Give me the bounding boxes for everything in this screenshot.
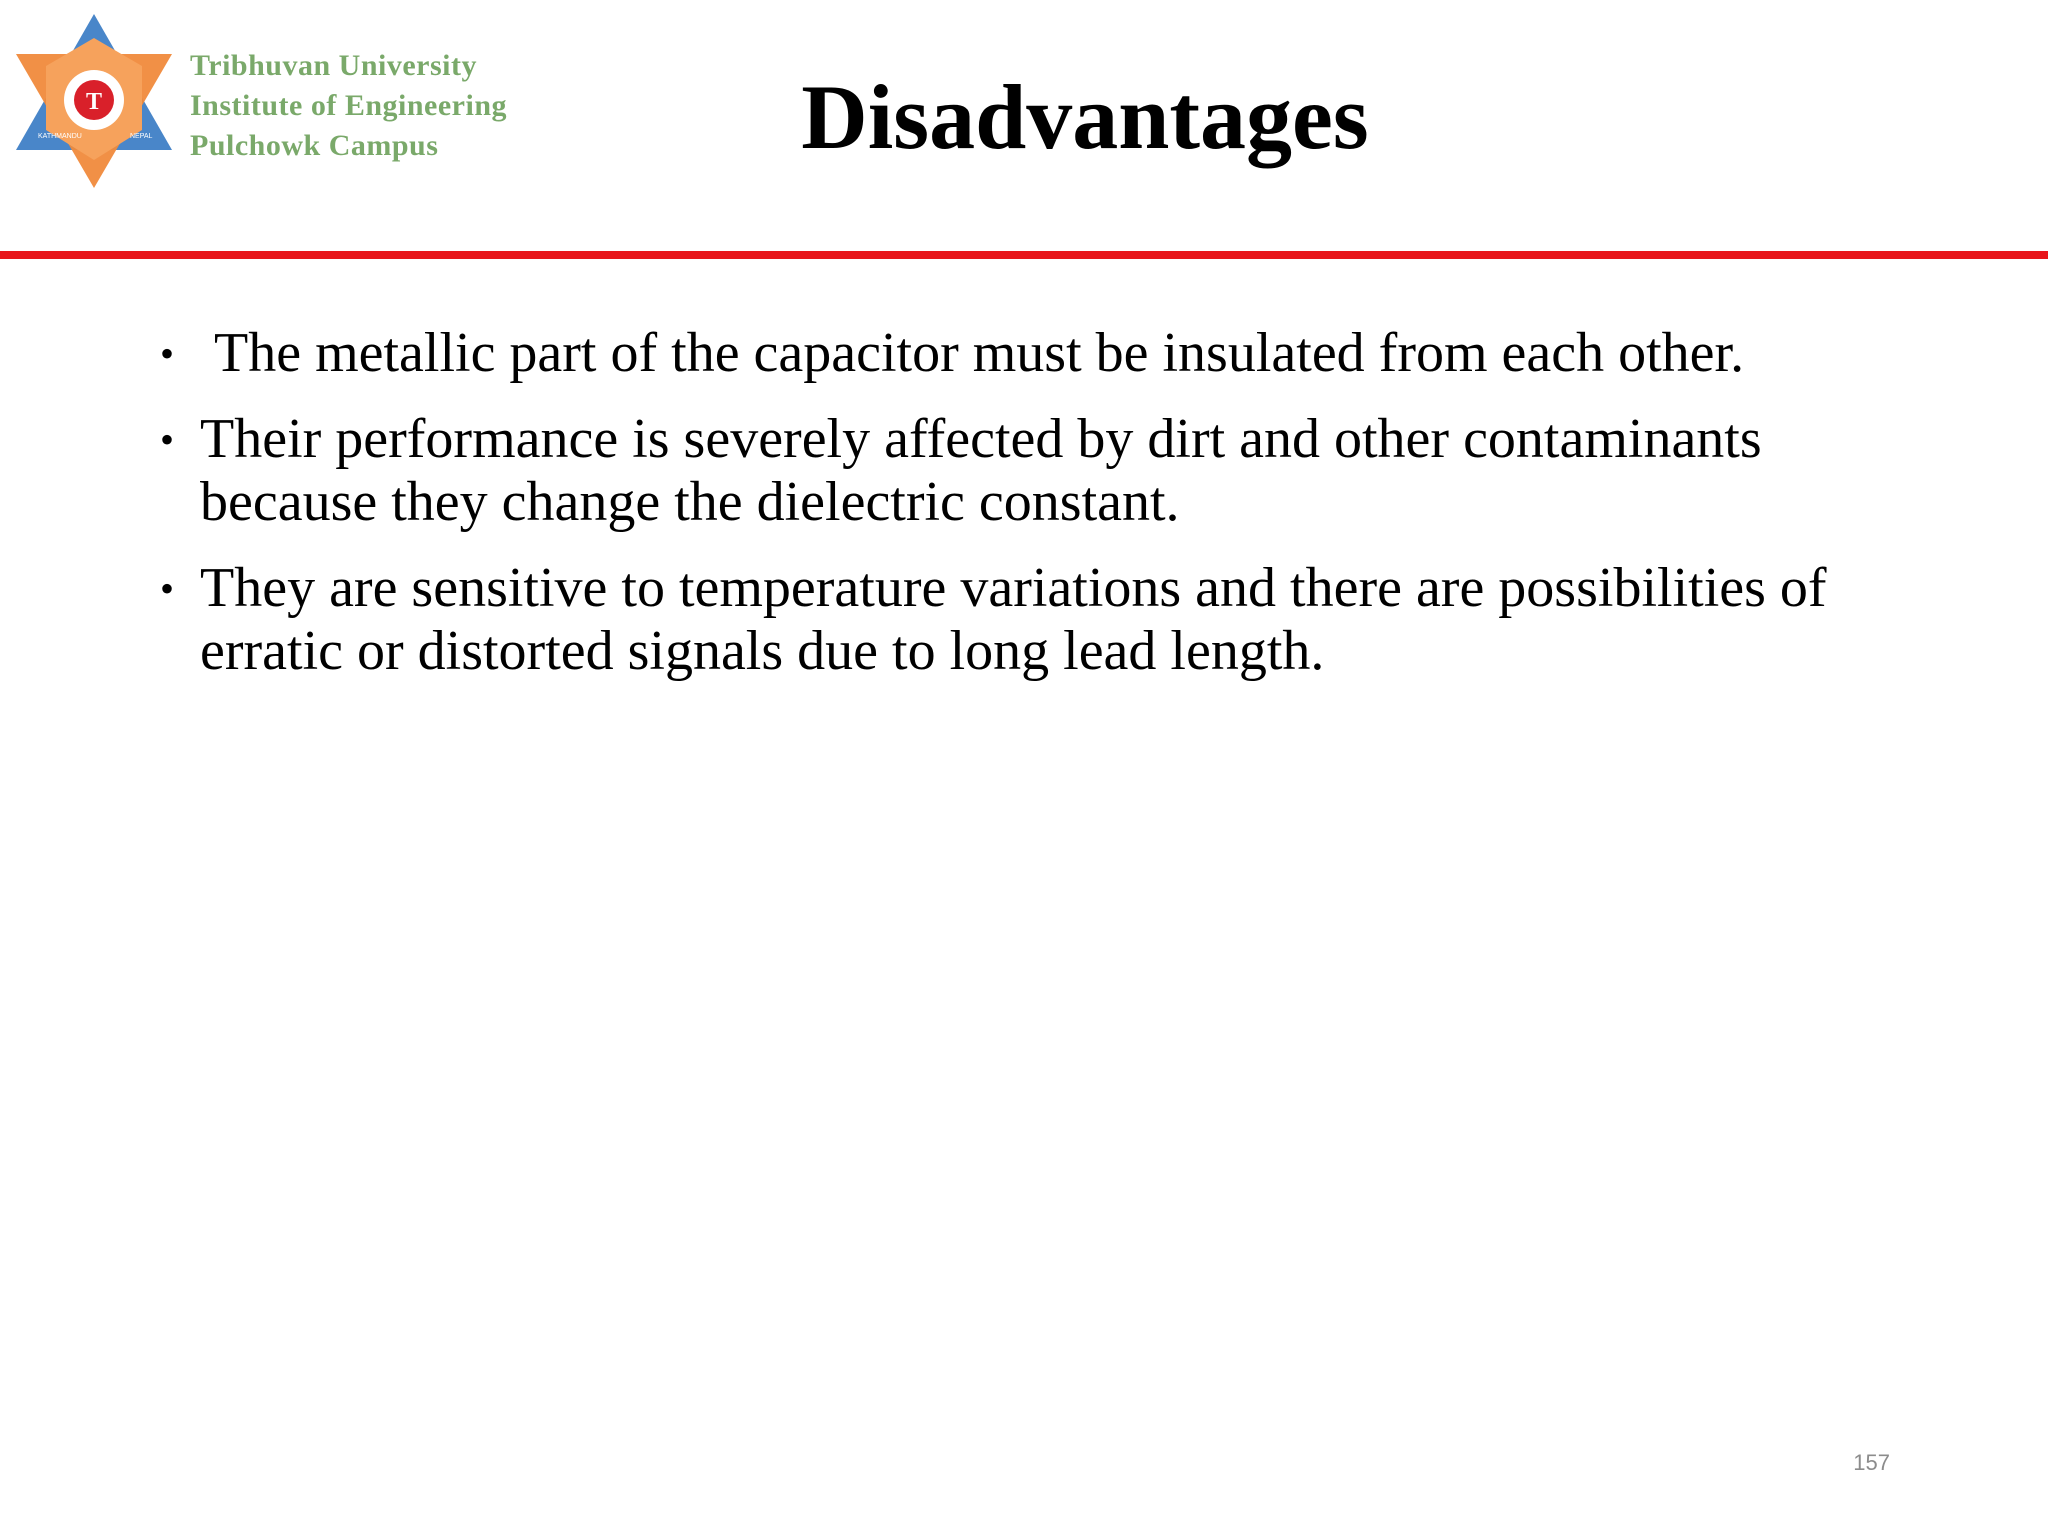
emblem-text-left: KATHMANDU (38, 133, 82, 140)
emblem-text-right: NEPAL (130, 133, 153, 140)
bullet-list (160, 322, 1920, 706)
institution-logo (8, 10, 608, 195)
bullet-text: They are sensitive to temperature variations and there are possibilities of erratic or distorted signals due to long lead length. (200, 557, 1827, 682)
bullet-text: The metallic part of the capacitor must be insulated from each other. (214, 322, 1745, 384)
emblem-letter: T (85, 89, 103, 115)
list-item (160, 322, 1920, 385)
list-item (160, 557, 1920, 683)
page-number: 157 (1853, 1450, 1890, 1475)
institution-line-campus: Pulchowk Campus (190, 129, 439, 162)
institution-line-university: Tribhuvan University (190, 49, 477, 82)
list-item (160, 408, 1920, 534)
university-emblem-icon (12, 10, 176, 192)
bullet-text: Their performance is severely affected by dirt and other contaminants because they change the dielectric constant. (200, 408, 1762, 533)
institution-name (190, 46, 507, 166)
bullet-icon: • (160, 331, 175, 376)
bullet-icon: • (160, 566, 175, 611)
institution-line-institute: Institute of Engineering (190, 89, 508, 122)
slide-title: Disadvantages (801, 66, 1369, 168)
bullet-icon: • (160, 417, 175, 462)
header-divider (0, 251, 2048, 259)
